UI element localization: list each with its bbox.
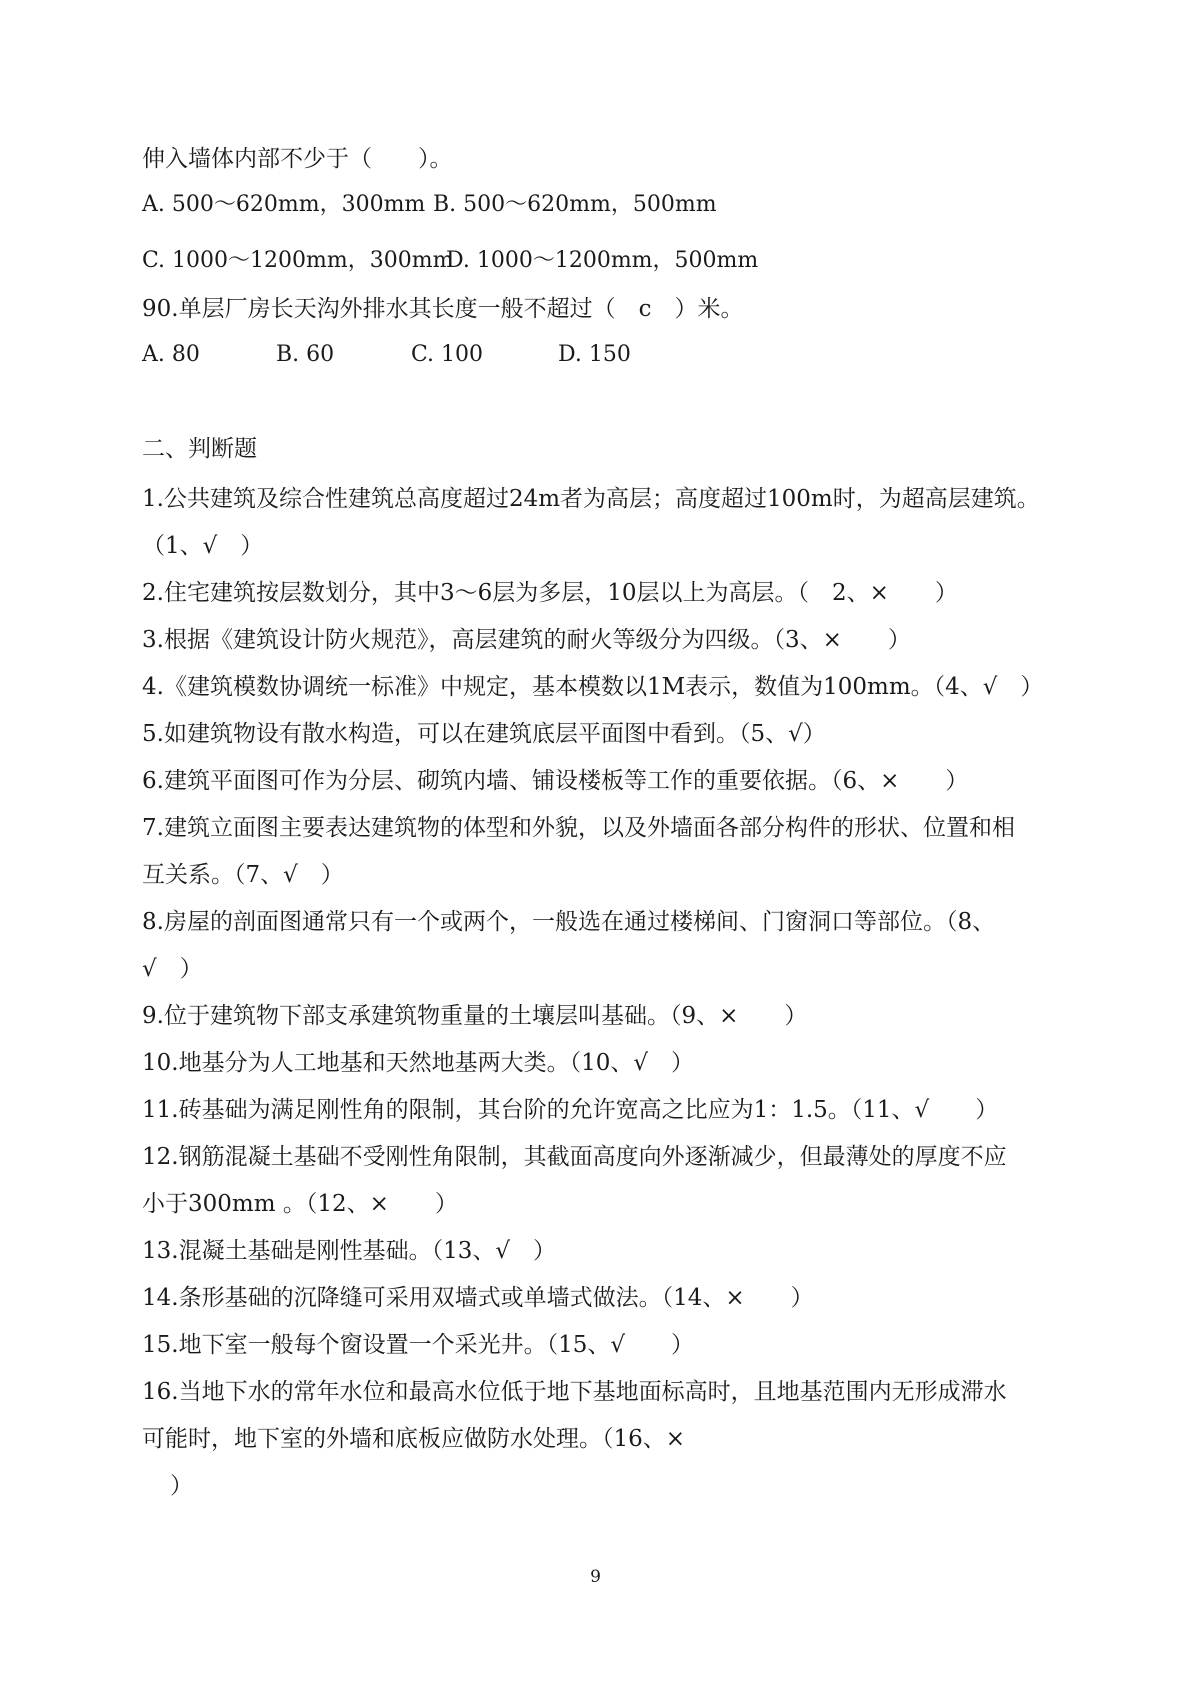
section-title: 二、判断题 (142, 436, 257, 462)
q90-option-b: B. 60 (276, 342, 335, 367)
q89-option-b: B. 500～620mm，500mm (433, 192, 717, 217)
q90-option-a: A. 80 (142, 342, 200, 367)
tf-line: 3.根据《建筑设计防火规范》，高层建筑的耐火等级分为四级。（3、× ） (142, 627, 911, 653)
tf-line: 5.如建筑物设有散水构造，可以在建筑底层平面图中看到。（5、√） (142, 721, 826, 747)
tf-line: 8.房屋的剖面图通常只有一个或两个，一般选在通过楼梯间、门窗洞口等部位。（8、 (142, 909, 996, 935)
tf-line: 小于300mm 。（12、× ） (142, 1191, 458, 1217)
q90-option-c: C. 100 (411, 342, 484, 367)
tf-line: 1.公共建筑及综合性建筑总高度超过24m者为高层；高度超过100m时，为超高层建筑。 (142, 486, 1040, 512)
q89-option-c: C. 1000～1200mm，300mm (142, 248, 454, 273)
q90-option-d: D. 150 (558, 342, 631, 367)
tf-line: 13.混凝土基础是刚性基础。（13、√ ） (142, 1238, 556, 1264)
tf-line: 11.砖基础为满足刚性角的限制，其台阶的允许宽高之比应为1：1.5。（11、√ ） (142, 1097, 999, 1123)
tf-line: √ ） (142, 956, 203, 982)
tf-line: 7.建筑立面图主要表达建筑物的体型和外貌，以及外墙面各部分构件的形状、位置和相 (142, 815, 1015, 841)
tf-line: ） (170, 1473, 193, 1499)
q89-option-a: A. 500～620mm，300mm (142, 192, 426, 217)
q90-stem: 90.单层厂房长天沟外排水其长度一般不超过（ c ）米。 (142, 296, 744, 322)
tf-line: 9.位于建筑物下部支承建筑物重量的土壤层叫基础。（9、× ） (142, 1003, 808, 1029)
tf-line: 6.建筑平面图可作为分层、砌筑内墙、铺设楼板等工作的重要依据。（6、× ） (142, 768, 969, 794)
tf-line: 可能时，地下室的外墙和底板应做防水处理。（16、× (142, 1426, 686, 1452)
tf-line: （1、√ ） (142, 533, 264, 559)
page-number: 9 (590, 1567, 601, 1587)
tf-line: 16.当地下水的常年水位和最高水位低于地下基地面标高时，且地基范围内无形成滞水 (142, 1379, 1007, 1405)
tf-line: 10.地基分为人工地基和天然地基两大类。（10、√ ） (142, 1050, 694, 1076)
tf-line: 14.条形基础的沉降缝可采用双墙式或单墙式做法。（14、× ） (142, 1285, 814, 1311)
q89-stem-continuation: 伸入墙体内部不少于（ ）。 (142, 146, 453, 172)
tf-line: 12.钢筋混凝土基础不受刚性角限制，其截面高度向外逐渐减少，但最薄处的厚度不应 (142, 1144, 1007, 1170)
tf-line: 15.地下室一般每个窗设置一个采光井。（15、√ ） (142, 1332, 694, 1358)
tf-line: 互关系。（7、√ ） (142, 862, 344, 888)
q89-option-d: D. 1000～1200mm，500mm (446, 248, 759, 273)
tf-line: 2.住宅建筑按层数划分，其中3～6层为多层，10层以上为高层。（ 2、× ） (142, 580, 958, 606)
tf-line: 4.《建筑模数协调统一标准》中规定，基本模数以1M表示，数值为100mm。（4、√ ） (142, 674, 1044, 700)
